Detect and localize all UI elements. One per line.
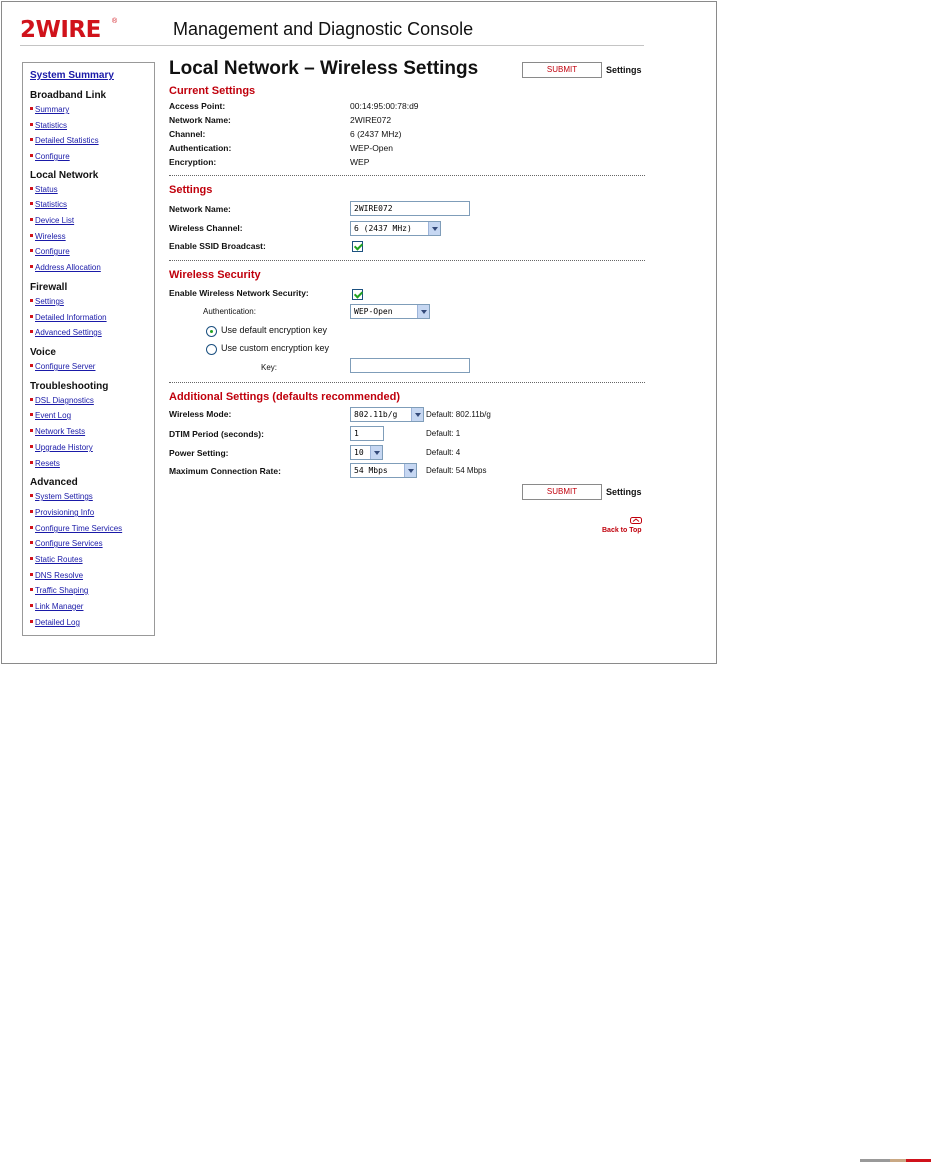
chevron-down-icon (417, 305, 429, 318)
sidebar-item-detailed-log[interactable]: Detailed Log (30, 618, 80, 627)
sidebar-item-static-routes[interactable]: Static Routes (30, 555, 83, 564)
sidebar-section-voice: Voice (30, 347, 56, 358)
sidebar-item-dsl-diagnostics[interactable]: DSL Diagnostics (30, 396, 94, 405)
ssid-broadcast-checkbox[interactable] (352, 241, 363, 252)
sidebar-section-firewall: Firewall (30, 282, 68, 293)
custom-key-radio[interactable] (206, 344, 217, 355)
sidebar-item-address-allocation[interactable]: Address Allocation (30, 263, 101, 272)
sidebar-item-device-list[interactable]: Device List (30, 216, 74, 225)
default-key-label: Use default encryption key (221, 325, 328, 335)
chevron-down-icon (411, 408, 423, 421)
wireless-mode-default: Default: 802.11b/g (426, 410, 491, 419)
sidebar-item-status[interactable]: Status (30, 185, 58, 194)
sidebar-item-configure-time-services[interactable]: Configure Time Services (30, 524, 122, 533)
envelope-up-icon (630, 517, 642, 524)
sidebar-section-troubleshooting: Troubleshooting (30, 381, 109, 392)
sidebar-item-link-manager[interactable]: Link Manager (30, 602, 83, 611)
current-value-network-name: 2WIRE072 (350, 115, 392, 125)
authentication-label: Authentication: (203, 307, 256, 316)
logo (20, 18, 116, 42)
sidebar-item-advanced-settings[interactable]: Advanced Settings (30, 328, 102, 337)
back-to-top-link[interactable] (600, 517, 646, 539)
power-setting-select[interactable]: 10 (350, 445, 383, 460)
sidebar-item-configure-server[interactable]: Configure Server (30, 362, 95, 371)
current-value-encryption: WEP (350, 157, 370, 167)
submit-button-top[interactable]: SUBMIT (522, 62, 602, 78)
current-value-authentication: WEP-Open (350, 143, 393, 153)
custom-key-label: Use custom encryption key (221, 343, 330, 353)
current-label-channel: Channel: (169, 129, 206, 139)
sidebar-item-event-log[interactable]: Event Log (30, 411, 71, 420)
network-name-input[interactable]: 2WIRE072 (350, 201, 470, 216)
power-setting-label: Power Setting: (169, 448, 229, 458)
enable-security-label: Enable Wireless Network Security: (169, 288, 309, 298)
additional-settings-title: Additional Settings (defaults recommended) (169, 391, 401, 403)
wireless-security-title: Wireless Security (169, 269, 261, 281)
network-name-label: Network Name: (169, 204, 231, 214)
back-to-top-label: Back to Top (602, 527, 642, 534)
submit-area-bottom (522, 484, 646, 501)
current-settings-title: Current Settings (169, 85, 256, 97)
sidebar-item-system-settings[interactable]: System Settings (30, 492, 93, 501)
power-setting-default: Default: 4 (426, 448, 461, 457)
ssid-broadcast-label: Enable SSID Broadcast: (169, 241, 266, 251)
dtim-period-default: Default: 1 (426, 429, 461, 438)
submit-button-bottom[interactable]: SUBMIT (522, 484, 602, 500)
current-label-access-point: Access Point: (169, 101, 226, 111)
sidebar-item-traffic-shaping[interactable]: Traffic Shaping (30, 586, 88, 595)
wireless-channel-select[interactable]: 6 (2437 MHz) (350, 221, 441, 236)
sidebar-item-firewall-settings[interactable]: Settings (30, 297, 64, 306)
enable-security-checkbox[interactable] (352, 289, 363, 300)
sidebar-item-local-configure[interactable]: Configure (30, 247, 70, 256)
sidebar-item-detailed-information[interactable]: Detailed Information (30, 313, 107, 322)
sidebar (22, 62, 155, 636)
current-label-network-name: Network Name: (169, 115, 231, 125)
max-connection-rate-default: Default: 54 Mbps (426, 466, 487, 475)
current-value-channel: 6 (2437 MHz) (350, 129, 402, 139)
sidebar-section-broadband-link: Broadband Link (30, 90, 107, 101)
sidebar-section-advanced: Advanced (30, 477, 78, 488)
section-divider (169, 260, 645, 261)
chevron-down-icon (370, 446, 382, 459)
wireless-mode-label: Wireless Mode: (169, 409, 232, 419)
default-key-radio[interactable] (206, 326, 217, 337)
chevron-down-icon (428, 222, 440, 235)
page-title: Local Network – Wireless Settings (169, 58, 479, 79)
key-label: Key: (261, 363, 278, 372)
max-connection-rate-label: Maximum Connection Rate: (169, 466, 281, 476)
sidebar-item-network-tests[interactable]: Network Tests (30, 427, 85, 436)
dtim-period-input[interactable]: 1 (350, 426, 384, 441)
app-title: Management and Diagnostic Console (173, 19, 474, 39)
max-connection-rate-select[interactable]: 54 Mbps (350, 463, 417, 478)
submit-area-top (522, 62, 646, 79)
wireless-mode-select[interactable]: 802.11b/g (350, 407, 424, 422)
current-label-encryption: Encryption: (169, 157, 217, 167)
logo-registered-mark: ® (112, 18, 118, 25)
settings-title: Settings (169, 184, 213, 196)
sidebar-item-wireless[interactable]: Wireless (30, 232, 66, 241)
sidebar-item-broadband-summary[interactable]: Summary (30, 105, 69, 114)
key-input[interactable] (350, 358, 470, 373)
section-divider (169, 382, 645, 383)
page-frame (1, 1, 717, 664)
sidebar-item-broadband-statistics[interactable]: Statistics (30, 121, 67, 130)
submit-label-bottom: Settings (606, 487, 642, 497)
sidebar-section-local-network: Local Network (30, 170, 99, 181)
authentication-select[interactable]: WEP-Open (350, 304, 430, 319)
section-divider (169, 175, 645, 176)
sidebar-item-dns-resolve[interactable]: DNS Resolve (30, 571, 83, 580)
sidebar-item-configure-services[interactable]: Configure Services (30, 539, 103, 548)
sidebar-item-local-statistics[interactable]: Statistics (30, 200, 67, 209)
submit-label-top: Settings (606, 65, 642, 75)
sidebar-item-resets[interactable]: Resets (30, 459, 60, 468)
dtim-period-label: DTIM Period (seconds): (169, 429, 264, 439)
sidebar-item-provisioning-info[interactable]: Provisioning Info (30, 508, 94, 517)
sidebar-item-upgrade-history[interactable]: Upgrade History (30, 443, 93, 452)
current-label-authentication: Authentication: (169, 143, 232, 153)
header-divider (20, 45, 644, 46)
wireless-channel-label: Wireless Channel: (169, 223, 243, 233)
sidebar-item-broadband-configure[interactable]: Configure (30, 152, 70, 161)
chevron-down-icon (404, 464, 416, 477)
sidebar-item-detailed-statistics[interactable]: Detailed Statistics (30, 136, 99, 145)
logo-text: 2WIRE (20, 17, 101, 43)
sidebar-system-summary-link[interactable]: System Summary (30, 70, 114, 81)
current-value-access-point: 00:14:95:00:78:d9 (350, 101, 419, 111)
